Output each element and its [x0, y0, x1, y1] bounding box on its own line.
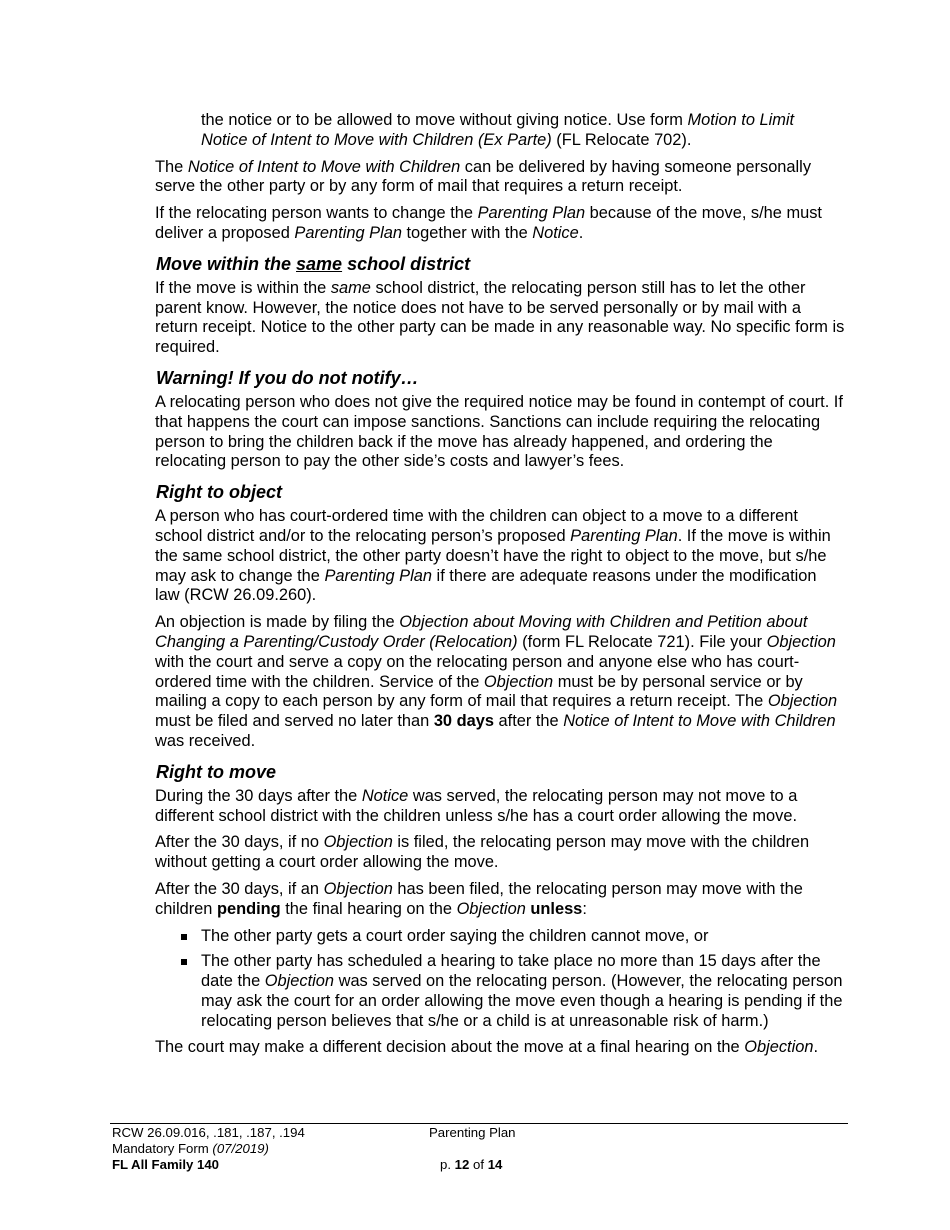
warning-paragraph: A relocating person who does not give the required notice may be found in contempt of court. If that happens the court can impose sanctions. Sanctions can include requiring the relocating person to bring the children back if the move has already happened, and ordering the relocating person to pay the other side’s costs and lawyer’s fees.: [155, 392, 843, 471]
footer-page-number: p. 12 of 14: [440, 1157, 503, 1172]
right-to-object-paragraph-1: A person who has court-ordered time with the children can object to a move to a different school district and/or to the relocating person’s proposed Parenting Plan. If the move is within the same school district, the other party doesn’t have the right to object to the move, but s/he may ask to change the Parenting Plan if there are adequate reasons under the modification law (RCW 26.09.260).: [155, 507, 831, 605]
right-to-move-paragraph-1: During the 30 days after the Notice was served, the relocating person may not move to a different school district with the children unless s/he has a court order allowing the move.: [155, 786, 798, 825]
right-to-move-paragraph-3: After the 30 days, if an Objection has been filed, the relocating person may move with the children pending the final hearing on the Objection unless:: [155, 879, 803, 918]
same-district-paragraph: If the move is within the same school district, the relocating person still has to let the other parent know. However, the notice does not have to be served personally or by mail with a return receipt. Notice to the other party can be made in any reasonable way. No specific form is required.: [155, 278, 845, 357]
right-to-object-heading: Right to object: [156, 482, 282, 503]
footer-divider: [110, 1123, 848, 1124]
footer-rcw: RCW 26.09.016, .181, .187, .194: [112, 1125, 305, 1140]
footer-title: Parenting Plan: [429, 1125, 516, 1140]
list-item: The other party has scheduled a hearing to take place no more than 15 days after the date the Objection was served on the relocating person. (However, the relocating person may ask the court for an order allowing the move even though a hearing is pending if the relocating person believes that s/he or a child is at unreasonable risk of harm.): [201, 952, 845, 1031]
intro-paragraph-1: the notice or to be allowed to move without giving notice. Use form Motion to Limit Notice of Intent to Move with Children (Ex Parte) (FL Relocate 702).: [201, 111, 795, 149]
right-to-move-heading: Right to move: [156, 761, 276, 782]
bullet-icon: [181, 959, 187, 965]
right-to-move-paragraph-4: The court may make a different decision about the move at a final hearing on the Objection.: [155, 1038, 819, 1057]
footer-mandatory: Mandatory Form (07/2019): [112, 1141, 269, 1156]
conditions-list: [155, 927, 845, 1032]
warning-heading: Warning! If you do not notify…: [156, 367, 419, 388]
footer-form-id: FL All Family 140: [112, 1157, 220, 1172]
right-to-move-paragraph-2: After the 30 days, if no Objection is filed, the relocating person may move with the children without getting a court order allowing the move.: [155, 833, 810, 872]
bullet-icon: [181, 934, 187, 940]
right-to-object-paragraph-2: An objection is made by filing the Objection about Moving with Children and Petition about Changing a Parenting/Custody Order (Relocation) (form FL Relocate 721). File your Objection with the court and serve a copy on the relocating person and anyone else who has court-ordered time with the children. Service of the Objection must be by personal service or by mailing a copy to each person by any form of mail that requires a return receipt. The Objection must be filed and served no later than 30 days after the Notice of Intent to Move with Children was received.: [155, 613, 838, 750]
same-district-heading: Move within the same school district: [156, 253, 471, 274]
intro-paragraph-3: If the relocating person wants to change the Parenting Plan because of the move, s/he must deliver a proposed Parenting Plan together with the Notice.: [155, 204, 822, 242]
intro-paragraph-2: The Notice of Intent to Move with Children can be delivered by having someone personally serve the other party or by any form of mail that requires a return receipt.: [155, 157, 812, 196]
list-item: The other party gets a court order saying the children cannot move, or: [201, 927, 845, 947]
footer-left: [112, 1125, 305, 1173]
body-content: [155, 111, 845, 1065]
